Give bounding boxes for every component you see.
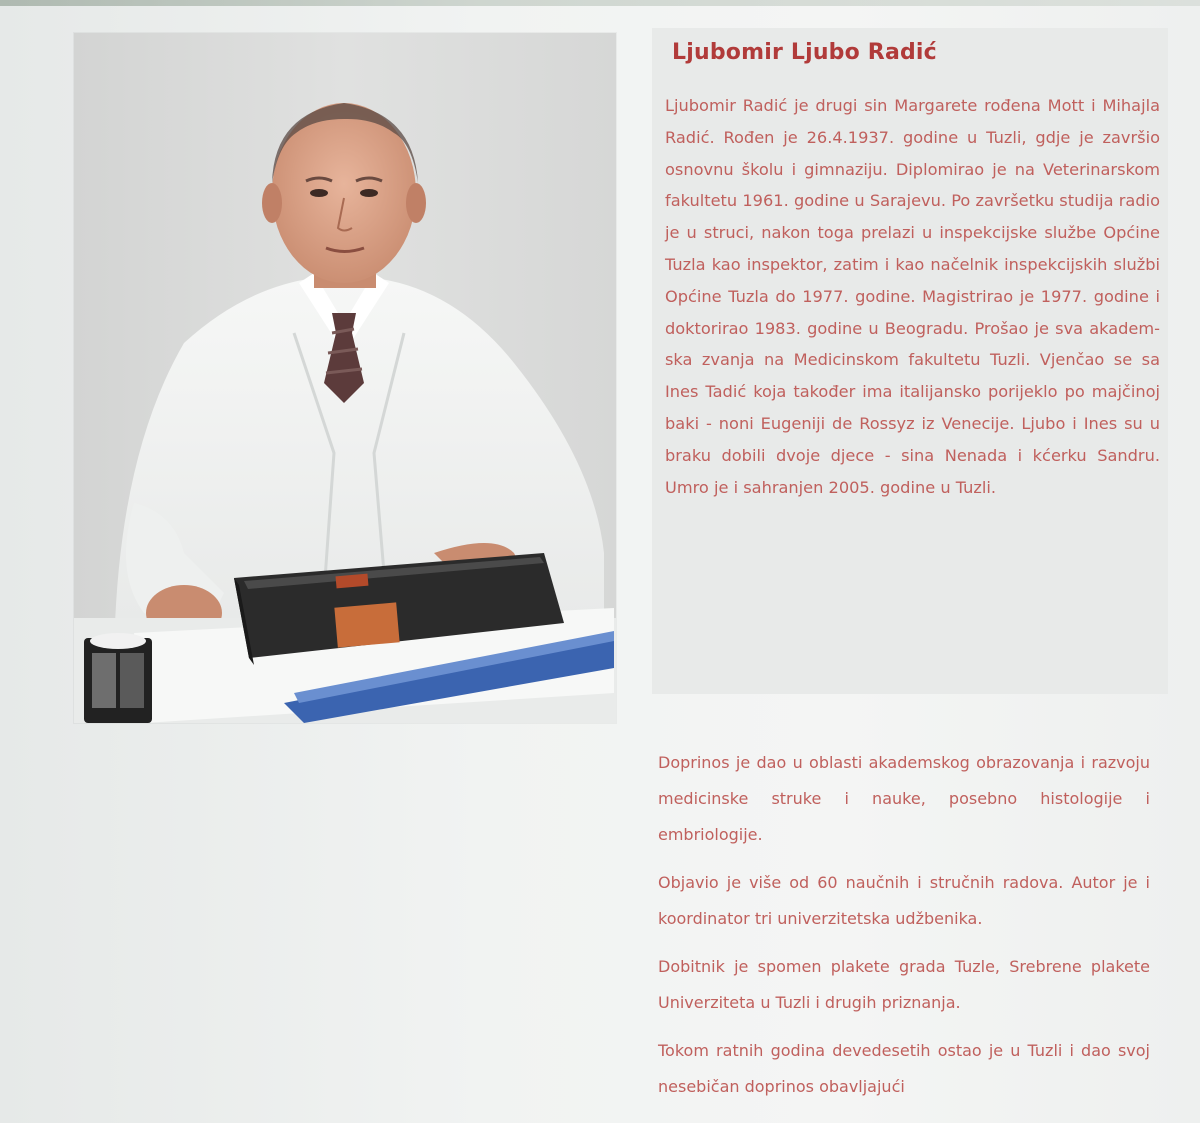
- contribution-paragraph: Objavio je više od 60 naučnih i stručnih radova. Autor je i koordinator tri univerzitetska udžbenika.: [658, 873, 1150, 928]
- portrait-photo: [74, 33, 616, 723]
- contribution-paragraph: Tokom ratnih godina devedesetih ostao je u Tuzli i dao svoj nesebičan doprinos obavljajući: [658, 1041, 1150, 1096]
- contribution-paragraph: Dobitnik je spomen plakete grada Tuzle, Srebrene plakete Univerziteta u Tuzli i drugih priznanja.: [658, 957, 1150, 1012]
- contribution-paragraph: Doprinos je dao u oblasti akademskog obrazovanja i razvoju medicinske struke i nauke, posebno histologije i embriologije.: [658, 753, 1150, 844]
- person-name-heading: Ljubomir Ljubo Radić: [672, 40, 937, 65]
- top-edge-strip: [0, 0, 1200, 6]
- contributions-section: [658, 745, 1150, 1117]
- portrait-illustration: [74, 33, 616, 723]
- biography-text: Ljubomir Radić je drugi sin Margarete rođena Mott i Mihajla Radić. Rođen je 26.4.1937. godine u Tuzli, gdje je završio osnovnu školu i gimnaziju. Diplomirao je na Veterinarskom fakultetu 1961. godine u Sarajevu. Po završetku studija radio je u struci, nakon toga prelazi u inspekcijske službe Općine Tuzla kao inspektor, zatim i kao načelnik inspekcijskih službi Općine Tuzla do 1977. godine. Magistrirao je 1977. godine i doktorirao 1983. godine u Beogradu. Prošao je sva akademska zvanja na Medicinskom fakultetu Tuzli. Vjenčao se sa Ines Tadić koja također ima italijansko porijeklo po majčinoj baki - noni Eugeniji de Rossyz iz Venecije. Ljubo i Ines su u braku dobili dvoje djece - sina Nenada i kćerku Sandru. Umro je i sahranjen 2005. godine u Tuzli.: [665, 96, 1160, 497]
